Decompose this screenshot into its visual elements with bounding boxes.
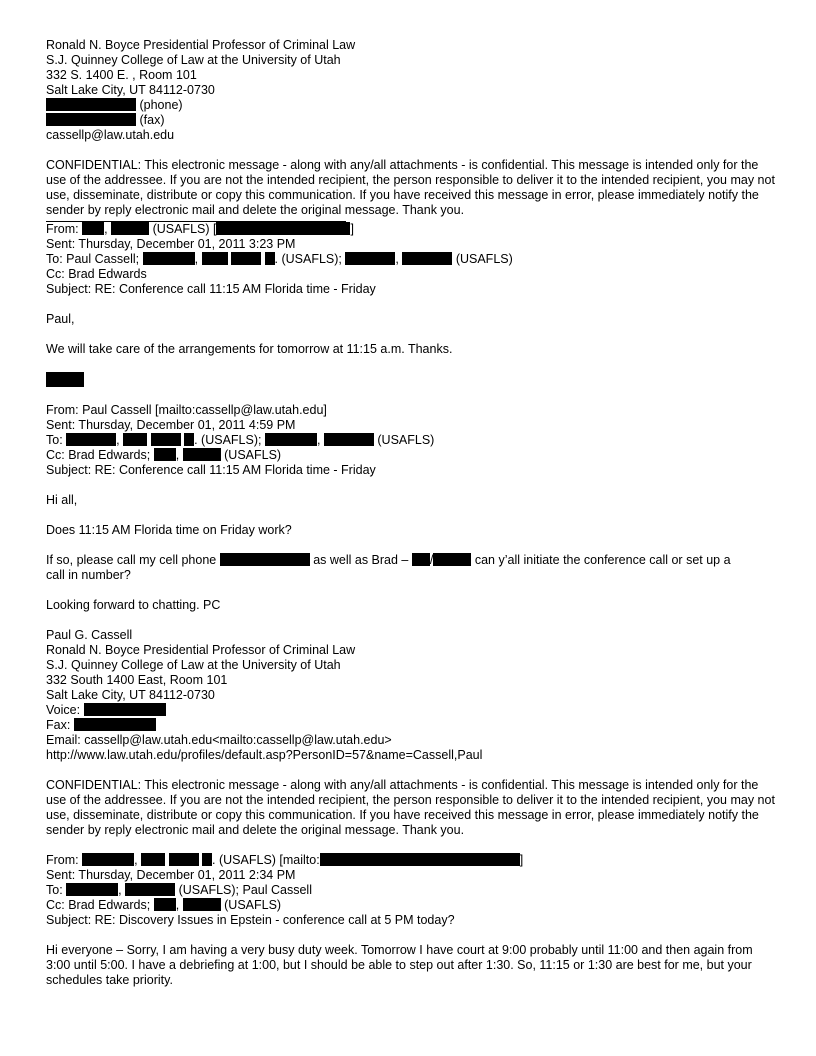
msg3-subject: Subject: RE: Discovery Issues in Epstein - conference call at 5 PM today? bbox=[46, 913, 455, 927]
redaction bbox=[183, 448, 221, 461]
redaction bbox=[184, 433, 194, 446]
sig2-url: http://www.law.utah.edu/profiles/default.asp?PersonID=57&name=Cassell,Paul bbox=[46, 748, 483, 762]
msg1-signature bbox=[46, 372, 776, 388]
redaction bbox=[74, 718, 156, 731]
msg2-sent: Sent: Thursday, December 01, 2011 4:59 PM bbox=[46, 418, 296, 432]
sig2-address-1: 332 South 1400 East, Room 101 bbox=[46, 673, 228, 687]
phone-label: (phone) bbox=[139, 98, 183, 112]
msg2-greeting: Hi all, bbox=[46, 493, 78, 507]
fax-label: (fax) bbox=[139, 113, 165, 127]
msg1-subject: Subject: RE: Conference call 11:15 AM Florida time - Friday bbox=[46, 282, 376, 296]
msg3-to: To: , (USAFLS); Paul Cassell bbox=[46, 883, 312, 897]
msg2-paragraph-line-1: If so, please call my cell phone as well as Brad – / can y’all initiate the conference call or set up a bbox=[46, 553, 731, 567]
redaction bbox=[216, 222, 350, 235]
msg1-cc: Cc: Brad Edwards bbox=[46, 267, 147, 281]
redaction bbox=[141, 853, 165, 866]
msg2-paragraph-line-2: call in number? bbox=[46, 568, 131, 582]
redaction bbox=[183, 898, 221, 911]
msg1-from: From: , (USAFLS) [ ] bbox=[46, 222, 354, 236]
sig2-title: Ronald N. Boyce Presidential Professor of Criminal Law bbox=[46, 643, 356, 657]
redaction bbox=[265, 433, 317, 446]
msg3-body: Hi everyone – Sorry, I am having a very busy duty week. Tomorrow I have court at 9:00 probably until 11:00 and then again from 3:00 until 5:00. I have a debriefing at 1:00, but I should be able to step out after 1:30. So, 11:15 or 1:30 are best for me, but your schedules take priority. bbox=[46, 943, 753, 987]
msg3-cc: Cc: Brad Edwards; , (USAFLS) bbox=[46, 898, 282, 912]
confidentiality-notice-2: CONFIDENTIAL: This electronic message - along with any/all attachments - is confidential. This message is intended only for the use of the addressee. If you are not the intended recipient, the person responsible to deliver it to the intended recipient, you may not use, disseminate, distribute or copy this communication. If you have received this message in error, please immediately notify the sender by reply electronic mail and delete the original message. Thank you. bbox=[46, 778, 775, 837]
redaction bbox=[143, 252, 195, 265]
msg1-to: To: Paul Cassell; , . (USAFLS); , (USAFLS) bbox=[46, 252, 513, 266]
redaction bbox=[412, 553, 430, 566]
sig1-email: cassellp@law.utah.edu bbox=[46, 128, 175, 142]
email-document bbox=[46, 38, 776, 988]
redaction bbox=[151, 433, 181, 446]
msg2-closing: Looking forward to chatting. PC bbox=[46, 598, 221, 612]
msg2-cc: Cc: Brad Edwards; , (USAFLS) bbox=[46, 448, 282, 462]
msg1-body: We will take care of the arrangements for tomorrow at 11:15 a.m. Thanks. bbox=[46, 342, 453, 356]
redaction bbox=[220, 553, 310, 566]
redaction bbox=[320, 853, 520, 866]
redaction bbox=[123, 433, 147, 446]
sig1-address-1: 332 S. 1400 E. , Room 101 bbox=[46, 68, 197, 82]
redaction bbox=[82, 853, 134, 866]
redaction bbox=[84, 703, 166, 716]
redaction bbox=[46, 98, 136, 111]
redaction bbox=[82, 222, 104, 235]
sig2-email: Email: cassellp@law.utah.edu<mailto:cassellp@law.utah.edu> bbox=[46, 733, 392, 747]
redaction bbox=[202, 853, 212, 866]
sig1-fax bbox=[46, 113, 776, 128]
sig2-college: S.J. Quinney College of Law at the University of Utah bbox=[46, 658, 341, 672]
sig2-fax: Fax: bbox=[46, 718, 776, 733]
redaction bbox=[66, 883, 118, 896]
sig1-phone bbox=[46, 98, 776, 113]
msg1-greeting: Paul, bbox=[46, 312, 75, 326]
redaction bbox=[231, 252, 261, 265]
redaction bbox=[169, 853, 199, 866]
redaction bbox=[345, 252, 395, 265]
redaction bbox=[154, 898, 176, 911]
redaction bbox=[46, 372, 84, 387]
redaction bbox=[265, 252, 275, 265]
sig2-address-2: Salt Lake City, UT 84112-0730 bbox=[46, 688, 215, 702]
msg2-to: To: , . (USAFLS); , (USAFLS) bbox=[46, 433, 435, 447]
sig1-college: S.J. Quinney College of Law at the University of Utah bbox=[46, 53, 341, 67]
sig2-voice: Voice: bbox=[46, 703, 776, 718]
redaction bbox=[111, 222, 149, 235]
redaction bbox=[402, 252, 452, 265]
msg3-from: From: , . (USAFLS) [mailto: ] bbox=[46, 853, 524, 867]
msg2-from: From: Paul Cassell [mailto:cassellp@law.utah.edu] bbox=[46, 403, 327, 417]
msg2-subject: Subject: RE: Conference call 11:15 AM Florida time - Friday bbox=[46, 463, 376, 477]
redaction bbox=[202, 252, 228, 265]
msg1-sent: Sent: Thursday, December 01, 2011 3:23 PM bbox=[46, 237, 296, 251]
msg3-sent: Sent: Thursday, December 01, 2011 2:34 PM bbox=[46, 868, 296, 882]
confidentiality-notice-1: CONFIDENTIAL: This electronic message - along with any/all attachments - is confidential. This message is intended only for the use of the addressee. If you are not the intended recipient, the person responsible to deliver it to the intended recipient, you may not use, disseminate, distribute or copy this communication. If you have received this message in error, please immediately notify the sender by reply electronic mail and delete the original message. Thank you. bbox=[46, 158, 775, 217]
sig1-address-2: Salt Lake City, UT 84112-0730 bbox=[46, 83, 215, 97]
msg2-question: Does 11:15 AM Florida time on Friday work? bbox=[46, 523, 292, 537]
sig2-name: Paul G. Cassell bbox=[46, 628, 133, 642]
redaction bbox=[433, 553, 471, 566]
redaction bbox=[154, 448, 176, 461]
redaction bbox=[66, 433, 116, 446]
redaction bbox=[46, 113, 136, 126]
redaction bbox=[125, 883, 175, 896]
redaction bbox=[324, 433, 374, 446]
sig1-title: Ronald N. Boyce Presidential Professor of Criminal Law bbox=[46, 38, 356, 52]
